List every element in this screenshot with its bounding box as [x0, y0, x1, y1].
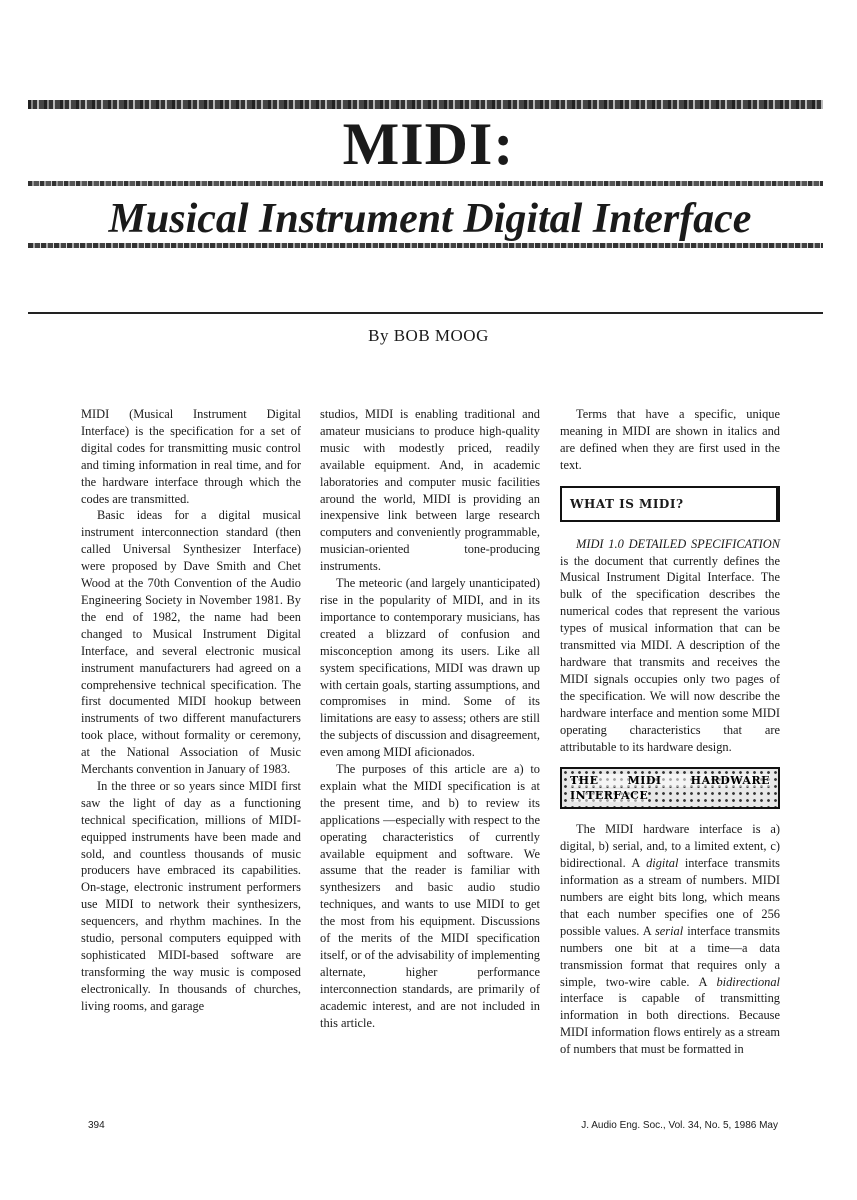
paragraph: MIDI (Musical Instrument Digital Interface) is the specification for a set of digital codes for transmitting music control and timing information in real time, and for the hardware interface through which the codes are transmitted. [81, 407, 301, 506]
paragraph: In the three or so years since MIDI first saw the light of day as a functioning technical specification, millions of MIDI-equipped instruments have been made and sold, and countless thousands of music producers have embraced its capabilities. On-stage, electronic instrument performers use MIDI to network their synthesizers, sequencers, and rhythm machines. In the studio, personal computers equipped with sophisticated MIDI-based software are transforming the way music is composed electronically. In thousands of churches, living rooms, and garage [81, 778, 301, 1013]
paragraph-text: The MIDI hardware interface is a) digital, b) serial, and, to a limited extent, c) bidirectional. A [560, 822, 780, 871]
paragraph: Terms that have a specific, unique meaning in MIDI are shown in italics and are defined when they are first used in the text. [560, 407, 780, 472]
paragraph: The purposes of this article are a) to explain what the MIDI specification is at the present time, and b) to review its applications —especially with respect to the operating characteristics of currently available equipment and software. We assume that the reader is familiar with synthesizers and basic audio studio techniques, and wants to use MIDI to get the most from his equipment. Discussions of the merits of the MIDI specification itself, or of the advisability of implementing alternate, higher performance interconnection standards, are primarily of academic interest, and are not included in this article. [320, 762, 540, 1030]
header-rule-mid-2 [28, 243, 823, 248]
paragraph [560, 821, 780, 1058]
article-title: MIDI: [342, 111, 515, 177]
article-subtitle: Musical Instrument Digital Interface [108, 196, 752, 242]
section-heading-text: THE MIDI HARDWARE INTERFACE [570, 774, 770, 803]
paragraph: Basic ideas for a digital musical instrument interconnection standard (then called Universal Synthesizer Interface) were proposed by Dave Smith and Chet Wood at the 70th Convention of the Audio Engineering Society in November 1981. By the end of 1982, the name had been changed to Musical Instrument Digital Interface, and several electronic musical instrument manufacturers had agreed on a comprehensive technical specification. The first documented MIDI hookup between instruments of two different manufacturers took place, without formality or ceremony, at the National Association of Music Merchants convention in January of 1983. [81, 508, 301, 777]
term-serial: serial [654, 923, 684, 938]
paragraph [560, 536, 780, 756]
paragraph-text: interface is capable of transmitting information in both directions. Because MIDI information flows entirely as a stream of numbers that must be formatted in [560, 991, 780, 1057]
paragraph-text: is the document that currently defines the Musical Instrument Digital Interface. The bulk of the specification describes the numerical codes that represent the various types of musical information that can be transmitted via MIDI. A description of the hardware that transmits and receives the MIDI signals occupies only two pages of the specification. We will now describe the hardware interface and mention some MIDI operating characteristics that are attributable to its hardware design. [560, 553, 780, 754]
term-detailed-specification: MIDI 1.0 DETAILED SPECIFICATION [576, 536, 780, 551]
header-rule-mid-1 [28, 181, 823, 186]
paragraph: studios, MIDI is enabling traditional and amateur musicians to produce high-quality music with modestly priced, readily available equipment. And, in academic laboratories and computer music facilities around the world, MIDI is providing an inexpensive link between large research computers and conveniently programmable, musician-oriented tone-producing instruments. [320, 407, 540, 574]
term-digital: digital [646, 856, 679, 871]
paragraph-text: interface transmits information as a stream of numbers. MIDI numbers are eight bits long, which means that each number specifies one of 256 possible values. A [560, 856, 780, 938]
header-rule-bottom [28, 312, 823, 314]
paragraph-text: interface transmits numbers one bit at a time—a data transmission format that requires only a simple, two-wire cable. A [560, 923, 780, 989]
journal-citation: J. Audio Eng. Soc., Vol. 34, No. 5, 1986 May [581, 1120, 778, 1131]
text-column-2 [320, 406, 540, 1032]
page-number: 394 [88, 1120, 105, 1131]
section-heading-what-is-midi: WHAT IS MIDI? [560, 486, 780, 522]
text-column-3 [560, 406, 780, 1058]
author-byline: By BOB MOOG [368, 326, 489, 345]
text-column-1 [81, 406, 301, 1015]
header-rule-top [28, 100, 823, 109]
paragraph: The meteoric (and largely unanticipated) rise in the popularity of MIDI, and in its importance to contemporary musicians, has created a blizzard of confusion and misconception among its users. Like all system specifications, MIDI was drawn up with certain goals, starting assumptions, and compromises in mind. Some of its limitations are easy to assess; others are still the subjects of discussion and disagreement, even among MIDI aficionados. [320, 576, 540, 760]
section-heading-hardware-interface [560, 767, 780, 809]
term-bidirectional: bidirectional [716, 974, 780, 989]
